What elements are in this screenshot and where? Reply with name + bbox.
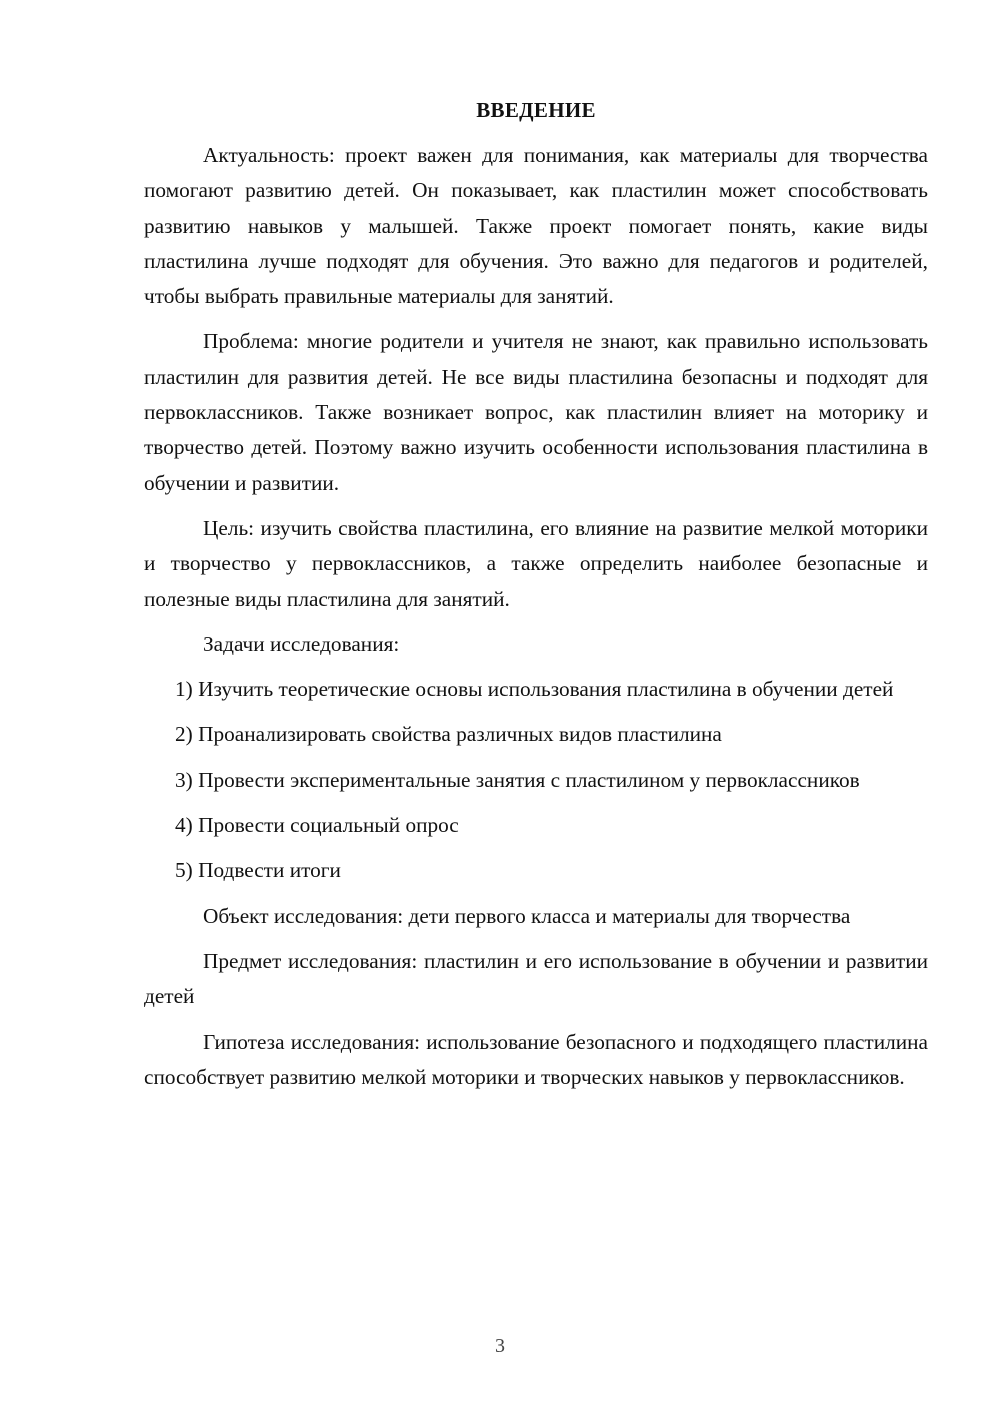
tasks-heading: Задачи исследования:	[203, 631, 400, 656]
paragraph-object: Объект исследования: дети первого класса и материалы для творчества	[203, 903, 851, 928]
paragraph-problem: Проблема: многие родители и учителя не знают, как правильно использовать пластилин для развития детей. Не все виды пластилина безопасны и подходят для первоклассников. Также возникает вопрос, как пластилин влияет на моторику и творчество детей. Поэтому важно изучить особенности использования пластилина в обучении и развитии.	[144, 329, 928, 495]
task-item-3: 3) Провести экспериментальные занятия с пластилином у первоклассников	[175, 767, 860, 792]
paragraph-hypothesis: Гипотеза исследования: использование безопасного и подходящего пластилина способствует развитию мелкой моторики и творческих навыков у первоклассников.	[144, 1029, 928, 1089]
page-content	[144, 96, 928, 1095]
paragraph-goal: Цель: изучить свойства пластилина, его влияние на развитие мелкой моторики и творчество у первоклассников, а также определить наиболее безопасные и полезные виды пластилина для занятий.	[144, 515, 928, 611]
page-number: 3	[495, 1335, 505, 1357]
task-item-1: 1) Изучить теоретические основы использования пластилина в обучении детей	[175, 677, 894, 702]
paragraph-subject: Предмет исследования: пластилин и его использование в обучении и развитии детей	[144, 948, 928, 1009]
task-item-5: 5) Подвести итоги	[175, 858, 341, 883]
task-item-4: 4) Провести социальный опрос	[175, 813, 459, 838]
paragraph-relevance: Актуальность: проект важен для понимания, как материалы для творчества помогают развитию детей. Он показывает, как пластилин может способствовать развитию навыков у малышей. Также проект помогает понять, какие виды пластилина лучше подходят для обучения. Это важно для педагогов и родителей, чтобы выбрать правильные материалы для занятий.	[144, 143, 928, 309]
page-title: ВВЕДЕНИЕ	[476, 98, 596, 122]
task-item-2: 2) Проанализировать свойства различных видов пластилина	[175, 722, 722, 747]
